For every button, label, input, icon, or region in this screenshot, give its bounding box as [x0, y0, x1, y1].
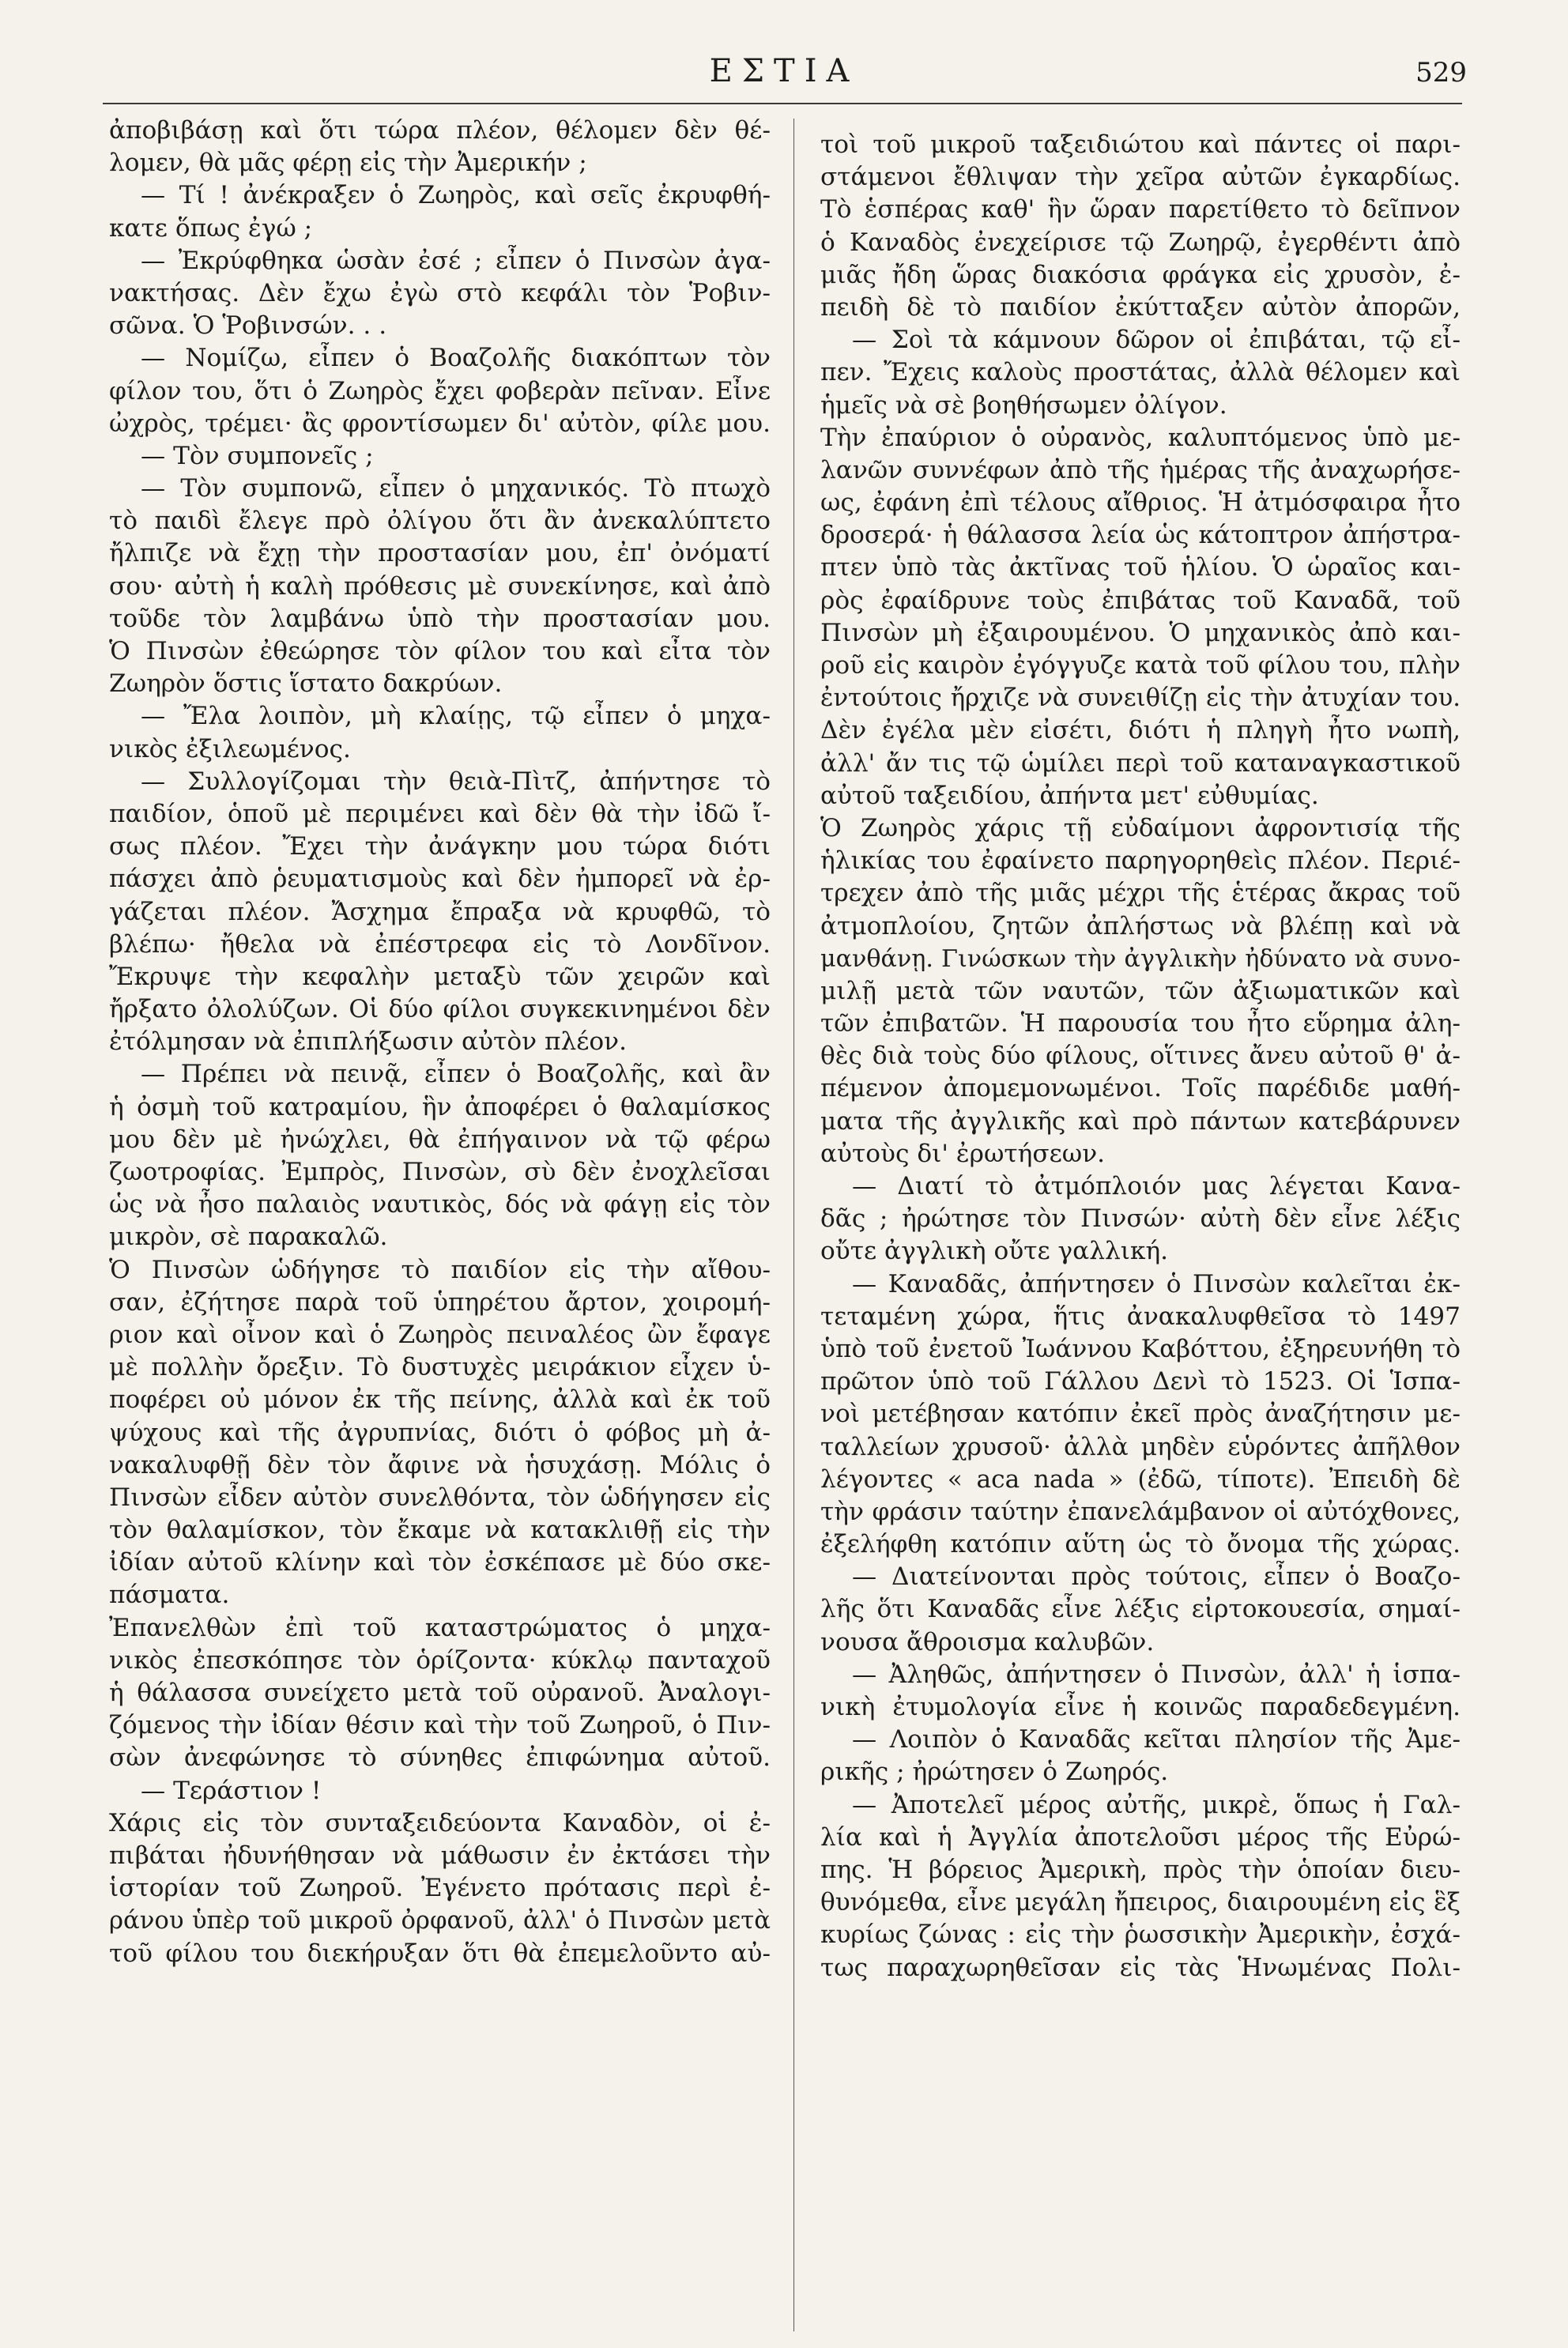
left-text-column [109, 115, 771, 1970]
text-line: ἐτόλμησαν νὰ ἐπιπλήξωσιν αὐτὸν πλέον. [109, 1027, 628, 1057]
text-line: σως πλέον. Ἔχει τὴν ἀνάγκην μου τώρα διότι [109, 832, 771, 861]
page-number: 529 [1415, 57, 1467, 89]
text-line: ρικῆς ; ἠρώτησεν ὁ Ζωηρός. [820, 1758, 1169, 1787]
text-line: ἐντούτοις ἤρχιζε νὰ συνειθίζῃ εἰς τὴν ἀτυχίαν του. [820, 684, 1461, 713]
text-line: Ὁ Πινσὼν ὡδήγησε τὸ παιδίον εἰς τὴν αἴθου- [109, 1255, 771, 1284]
text-line: — Τεράστιον ! [141, 1776, 322, 1805]
text-line: — Ἀποτελεῖ μέρος αὐτῆς, μικρὲ, ὅπως ἡ Γαλ- [852, 1790, 1461, 1819]
text-line: ψύχους καὶ τῆς ἀγρυπνίας, διότι ὁ φόβος μὴ ἀ- [109, 1418, 771, 1447]
text-line: — Διατείνονται πρὸς τούτοις, εἶπεν ὁ Βοαζο- [852, 1562, 1461, 1592]
text-line: ἤρξατο ὀλολύζων. Οἱ δύο φίλοι συγκεκινημένοι δὲν [109, 995, 771, 1024]
text-line: λομεν, θὰ μᾶς φέρῃ εἰς τὴν Ἀμερικήν ; [109, 149, 587, 178]
column-divider [793, 119, 794, 2331]
text-line: Ἐπανελθὼν ἐπὶ τοῦ καταστρώματος ὁ μηχα- [109, 1613, 771, 1642]
text-line: μιᾶς ἤδη ὥρας διακόσια φράγκα εἰς χρυσὸν, ἐ- [820, 260, 1461, 289]
page-header-title: ΕΣΤΙΑ [709, 53, 859, 89]
text-line: κατε ὅπως ἐγώ ; [109, 213, 313, 243]
text-line: ταλλείων χρυσοῦ· ἀλλὰ μηδὲν εὑρόντες ἀπῆλθον [820, 1432, 1461, 1461]
text-line: — Καναδᾶς, ἀπήντησεν ὁ Πινσὼν καλεῖται ἐκ- [852, 1269, 1461, 1298]
text-line: — Τί ! ἀνέκραξεν ὁ Ζωηρὸς, καὶ σεῖς ἐκρυφθή- [141, 181, 771, 210]
text-line: — Πρέπει νὰ πεινᾷ, εἶπεν ὁ Βοαζολῆς, καὶ ἂν [141, 1060, 771, 1089]
text-line: ὡς νὰ ἦσο παλαιὸς ναυτικὸς, δός νὰ φάγῃ εἰς τὸν [109, 1190, 771, 1219]
text-line: ἱστορίαν τοῦ Ζωηροῦ. Ἐγένετο πρότασις περὶ ἐ- [109, 1874, 771, 1903]
text-line: Χάρις εἰς τὸν συνταξειδεύοντα Καναδὸν, οἱ ἐ- [109, 1808, 771, 1837]
text-line: πειδὴ δὲ τὸ παιδίον ἐκύτταξεν αὐτὸν ἀπορῶν, [820, 292, 1461, 322]
text-line: ἡλικίας του ἐφαίνετο παρηγορηθεὶς πλέον. Περιέ- [820, 846, 1461, 876]
text-line: νοὶ μετέβησαν κατόπιν ἐκεῖ πρὸς ἀναζήτησιν με- [820, 1400, 1461, 1429]
text-line: νακαλυφθῇ δὲν τὸν ἄφινε νὰ ἡσυχάσῃ. Μόλις ὁ [109, 1450, 771, 1479]
text-line: — Ἔλα λοιπὸν, μὴ κλαίῃς, τῷ εἶπεν ὁ μηχα- [141, 702, 771, 731]
text-line: μὲ πολλὴν ὄρεξιν. Τὸ δυστυχὲς μειράκιον εἶχεν ὑ- [109, 1353, 771, 1382]
text-line: ποφέρει οὐ μόνον ἐκ τῆς πείνης, ἀλλὰ καὶ ἐκ τοῦ [109, 1385, 771, 1415]
text-line: — Ἀληθῶς, ἀπήντησεν ὁ Πινσὼν, ἀλλ' ἡ ἱσπα- [852, 1660, 1461, 1689]
text-line: ζόμενος τὴν ἰδίαν θέσιν καὶ τὴν τοῦ Ζωηροῦ, ὁ Πιν- [109, 1711, 771, 1740]
text-line: πρῶτον ὑπὸ τοῦ Γάλλου Δενὶ τὸ 1523. Οἱ Ἱσπα- [820, 1367, 1461, 1396]
text-line: κυρίως ζώνας : εἰς τὴν ῥωσσικὴν Ἀμερικὴν, ἐσχά- [820, 1920, 1461, 1950]
text-line: Ὁ Ζωηρὸς χάρις τῇ εὐδαίμονι ἀφροντισίᾳ τῆς [820, 813, 1461, 842]
text-line: τως παραχωρηθεῖσαν εἰς τὰς Ἡνωμένας Πολι- [820, 1953, 1461, 1982]
text-line: ἡ ὀσμὴ τοῦ κατραμίου, ἣν ἀποφέρει ὁ θαλαμίσκος [109, 1092, 771, 1121]
text-line: — Τὸν συμπονεῖς ; [141, 441, 374, 470]
text-line: μικρὸν, σὲ παρακαλῶ. [109, 1223, 388, 1252]
text-line: λέγοντες « aca nada » (ἐδῶ, τίποτε). Ἐπειδὴ δὲ [820, 1464, 1461, 1494]
text-line: λανῶν συννέφων ἀπὸ τῆς ἡμέρας τῆς ἀναχωρήσε- [820, 455, 1461, 484]
text-line: Ἔκρυψε τὴν κεφαλὴν μεταξὺ τῶν χειρῶν καὶ [109, 962, 771, 991]
text-line: ζωοτροφίας. Ἐμπρὸς, Πινσὼν, σὺ δὲν ἐνοχλεῖσαι [109, 1158, 771, 1186]
text-line: Τὸ ἑσπέρας καθ' ἣν ὥραν παρετίθετο τὸ δεῖπνον [820, 195, 1461, 224]
right-text-column [820, 129, 1461, 1984]
text-line: βλέπω· ἤθελα νὰ ἐπέστρεφα εἰς τὸ Λονδῖνον. [109, 929, 771, 959]
text-line: — Συλλογίζομαι τὴν θειὰ-Πὶτζ, ἀπήντησε τὸ [141, 767, 771, 796]
text-line: δᾶς ; ἠρώτησε τὸν Πινσών· αὐτὴ δὲν εἶνε λέξις [820, 1204, 1461, 1234]
text-line: μιλῇ μετὰ τῶν ναυτῶν, τῶν ἀξιωματικῶν καὶ [820, 976, 1461, 1005]
text-line: θὲς διὰ τοὺς δύο φίλους, οἵτινες ἄνευ αὐτοῦ θ' ἀ- [820, 1042, 1461, 1071]
text-line: ἡμεῖς νὰ σὲ βοηθήσωμεν ὀλίγον. [820, 390, 1227, 420]
text-line: — Διατί τὸ ἀτμόπλοιόν μας λέγεται Κανα- [852, 1172, 1461, 1200]
text-line: ριον καὶ οἶνον καὶ ὁ Ζωηρὸς πειναλέος ὢν ἔφαγε [109, 1320, 771, 1349]
text-line: τὸν θαλαμίσκον, τὸν ἔκαμε νὰ κατακλιθῇ εἰς τὴν [109, 1516, 771, 1545]
text-line: Δὲν ἐγέλα μὲν εἰσέτι, διότι ἡ πληγὴ ἦτο νωπὴ, [820, 716, 1461, 745]
text-line: νικὸς ἐπεσκόπησε τὸν ὁρίζοντα· κύκλῳ πανταχοῦ [109, 1645, 771, 1675]
text-line: ὑπὸ τοῦ ἐνετοῦ Ἰωάννου Καβόττου, ἐξηρευνήθη τὸ [820, 1334, 1461, 1363]
text-line: σῶνα. Ὁ Ῥοβινσών. . . [109, 311, 387, 341]
text-line: λία καὶ ἡ Ἀγγλία ἀποτελοῦσι μέρος τῆς Εὐρώ- [820, 1822, 1461, 1852]
text-line: ἤλπιζε νὰ ἔχῃ τὴν προστασίαν μου, ἐπ' ὀνόματί [109, 539, 771, 568]
text-line: φίλον του, ὅτι ὁ Ζωηρὸς ἔχει φοβερὰν πεῖναν. Εἶνε [109, 376, 771, 405]
text-line: σὼν ἀνεφώνησε τὸ σύνηθες ἐπιφώνημα αὐτοῦ. [109, 1743, 771, 1773]
text-line: παιδίον, ὁποῦ μὲ περιμένει καὶ δὲν θὰ τὴν ἰδῶ ἴ- [109, 799, 771, 828]
header-rule [103, 103, 1462, 104]
text-line: ράνου ὑπὲρ τοῦ μικροῦ ὀρφανοῦ, ἀλλ' ὁ Πινσὼν μετὰ [109, 1907, 771, 1935]
text-line: Ζωηρὸν ὅστις ἵστατο δακρύων. [109, 669, 503, 699]
text-line: νικὸς ἐξιλεωμένος. [109, 734, 351, 763]
text-line: τῶν ἐπιβατῶν. Ἡ παρουσία του ἦτο εὕρημα ἀλη- [820, 1009, 1461, 1038]
text-line: τοῦδε τὸν λαμβάνω ὑπὸ τὴν προστασίαν μου. [109, 604, 771, 633]
text-line: αὐτοὺς δι' ἐρωτήσεων. [820, 1139, 1106, 1168]
text-line: ὠχρὸς, τρέμει· ἂς φροντίσωμεν δι' αὐτὸν, φίλε μου. [109, 409, 771, 438]
text-line: σου· αὐτὴ ἡ καλὴ πρόθεσις μὲ συνεκίνησε, καὶ ἀπὸ [109, 571, 771, 601]
text-line: νουσα ἄθροισμα καλυβῶν. [820, 1627, 1155, 1656]
text-line: οὔτε ἀγγλικὴ οὔτε γαλλική. [820, 1237, 1169, 1266]
text-line: νακτήσας. Δὲν ἔχω ἐγὼ στὸ κεφάλι τὸν Ῥοβιν- [109, 278, 771, 307]
text-line: μανθάνῃ. Γινώσκων τὴν ἀγγλικὴν ἠδύνατο νὰ συνο- [820, 944, 1461, 973]
text-line: ἀτμοπλοίου, ζητῶν ἀπλήστως νὰ βλέπῃ καὶ νὰ [820, 911, 1461, 940]
text-line: μου δὲν μὲ ἠνώχλει, θὰ ἐπήγαινον νὰ τῷ φέρω [109, 1125, 771, 1154]
text-line: — Σοὶ τὰ κάμνουν δῶρον οἱ ἐπιβάται, τῷ εἶ- [852, 326, 1461, 355]
text-line: Πινσὼν εἶδεν αὐτὸν συνελθόντα, τὸν ὡδήγησεν εἰς [109, 1483, 771, 1512]
text-line: λῆς ὅτι Καναδᾶς εἶνε λέξις εἰρτοκουεσία, σημαί- [820, 1595, 1461, 1624]
text-line: ρὸς ἐφαίδρυνε τοὺς ἐπιβάτας τοῦ Καναδᾶ, τοῦ [820, 586, 1461, 615]
text-line: — Νομίζω, εἶπεν ὁ Βοαζολῆς διακόπτων τὸν [141, 344, 771, 373]
text-line: — Λοιπὸν ὁ Καναδᾶς κεῖται πλησίον τῆς Ἀμε- [852, 1725, 1461, 1754]
text-line: ἰδίαν αὐτοῦ κλίνην καὶ τὸν ἐσκέπασε μὲ δύο σκε- [109, 1548, 771, 1577]
text-line: ως, ἐφάνη ἐπὶ τέλους αἴθριος. Ἡ ἀτμόσφαιρα ἦτο [820, 488, 1461, 518]
text-line: ἐξελήφθη κατόπιν αὕτη ὡς τὸ ὄνομα τῆς χώρας. [820, 1530, 1461, 1559]
text-line: ἀποβιβάσῃ καὶ ὅτι τώρα πλέον, θέλομεν δὲν θέ- [109, 116, 771, 145]
text-line: στάμενοι ἔθλιψαν τὴν χεῖρα αὐτῶν ἐγκαρδίως. [820, 163, 1461, 192]
text-line: τὸ παιδὶ ἔλεγε πρὸ ὀλίγου ὅτι ἂν ἀνεκαλύπτετο [109, 507, 771, 536]
text-line: πεν. Ἔχεις καλοὺς προστάτας, ἀλλὰ θέλομεν καὶ [820, 358, 1461, 387]
text-line: πτεν ὑπὸ τὰς ἀκτῖνας τοῦ ἡλίου. Ὁ ὡραῖος και- [820, 553, 1461, 582]
text-line: νικὴ ἐτυμολογία εἶνε ἡ κοινῶς παραδεδεγμένη. [820, 1693, 1461, 1721]
text-line: — Τὸν συμπονῶ, εἶπεν ὁ μηχανικός. Τὸ πτωχὸ [141, 474, 771, 503]
text-line: αὐτοῦ ταξειδίου, ἀπήντα μετ' εὐθυμίας. [820, 781, 1319, 810]
text-line: πης. Ἡ βόρειος Ἀμερικὴ, πρὸς τὴν ὁποίαν διευ- [820, 1855, 1461, 1884]
text-line: δροσερά· ἡ θάλασσα λεία ὡς κάτοπτρον ἀπήστρα- [820, 521, 1461, 550]
text-line: ἀλλ' ἄν τις τῷ ὡμίλει περὶ τοῦ καταναγκαστικοῦ [820, 748, 1461, 778]
text-line: Τὴν ἐπαύριον ὁ οὐρανὸς, καλυπτόμενος ὑπὸ με- [820, 423, 1461, 452]
text-line: σαν, ἐζήτησε παρὰ τοῦ ὑπηρέτου ἄρτον, χοιρομή- [109, 1287, 771, 1317]
text-line: Πινσὼν μὴ ἐξαιρουμένου. Ὁ μηχανικὸς ἀπὸ και- [820, 618, 1461, 647]
text-line: ὁ Καναδὸς ἐνεχείρισε τῷ Ζωηρῷ, ἐγερθέντι ἀπὸ [820, 228, 1461, 257]
text-line: ἡ θάλασσα συνείχετο μετὰ τοῦ οὐρανοῦ. Ἀναλογι- [109, 1679, 771, 1707]
text-line: τρεχεν ἀπὸ τῆς μιᾶς μέχρι τῆς ἑτέρας ἄκρας τοῦ [820, 879, 1461, 908]
text-line: πάσχει ἀπὸ ῥευματισμοὺς καὶ δὲν ἠμπορεῖ νὰ ἐρ- [109, 865, 771, 894]
text-line: ροῦ εἰς καιρὸν ἐγόγγυζε κατὰ τοῦ φίλου του, πλὴν [820, 651, 1461, 680]
text-line: θυνόμεθα, εἶνε μεγάλη ἤπειρος, διαιρουμένη εἰς ἓξ [820, 1888, 1461, 1917]
text-line: πάσματα. [109, 1581, 230, 1610]
text-line: Ὁ Πινσὼν ἐθεώρησε τὸν φίλον του καὶ εἶτα τὸν [109, 637, 771, 665]
text-line: πιβάται ἠδυνήθησαν νὰ μάθωσιν ἐν ἐκτάσει τὴν [109, 1841, 771, 1870]
text-line: — Ἐκρύφθηκα ὡσὰν ἐσέ ; εἶπεν ὁ Πινσὼν ἀγα- [141, 246, 771, 275]
text-line: ματα τῆς ἀγγλικῆς καὶ πρὸ πάντων κατεβάρυνεν [820, 1106, 1461, 1136]
text-line: τὴν φράσιν ταύτην ἐπανελάμβανον οἱ αὐτόχθονες, [820, 1497, 1461, 1526]
text-line: τεταμένη χώρα, ἥτις ἀνακαλυφθεῖσα τὸ 1497 [820, 1302, 1461, 1331]
text-line: γάζεται πλέον. Ἄσχημα ἔπραξα νὰ κρυφθῶ, τὸ [109, 897, 771, 926]
text-line: πέμενον ἀπομεμονωμένοι. Τοῖς παρέδιδε μαθή- [820, 1074, 1461, 1103]
text-line: τοῦ φίλου του διεκήρυξαν ὅτι θὰ ἐπεμελοῦντο αὐ- [109, 1939, 771, 1968]
text-line: τοὶ τοῦ μικροῦ ταξειδιώτου καὶ πάντες οἱ παρι- [820, 130, 1461, 159]
